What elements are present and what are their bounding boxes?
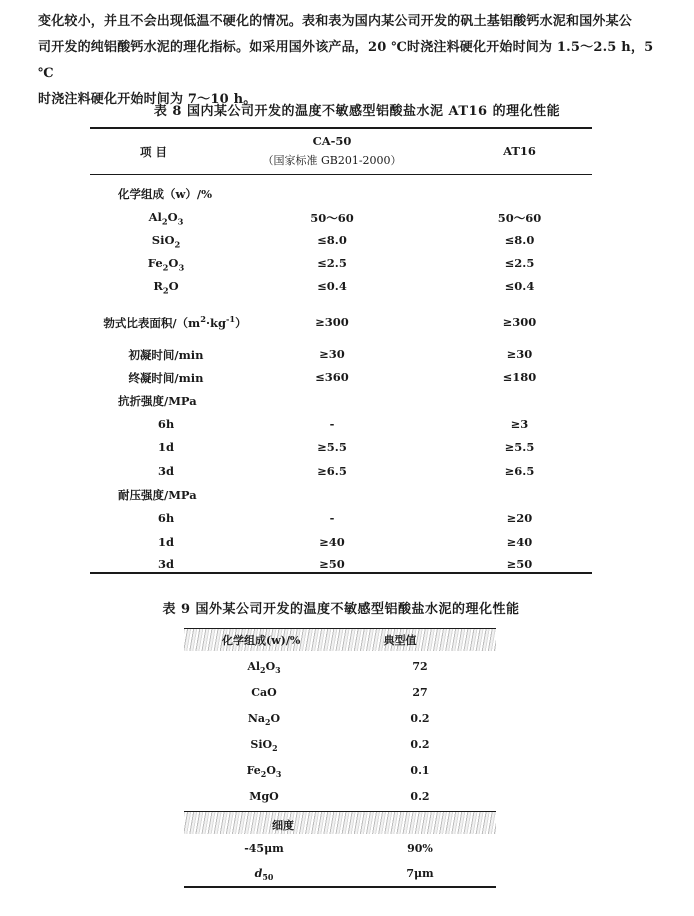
table9-header-band xyxy=(184,628,496,651)
intro-line: 司开发的纯铝酸钙水泥的理化指标。如采用国外该产品，20 ℃时浇注料硬化开始时间为 1.5～2.5 h，5 ℃ xyxy=(38,40,654,81)
table8-row-at16-value: ≥5.5 xyxy=(504,440,535,454)
table8-row-label: 1d xyxy=(157,440,175,454)
table8-row xyxy=(90,511,592,527)
table9-row-value: 72 xyxy=(412,660,428,673)
table8-row-label: $R_2O$ xyxy=(153,279,179,296)
table8-row-at16-value: ≥20 xyxy=(506,511,533,525)
table8-row-label: 6h xyxy=(157,417,175,431)
table8-row-ca50-value: ≤8.0 xyxy=(317,233,347,247)
table8-top-rule xyxy=(90,127,592,129)
table8-row xyxy=(90,256,592,272)
table8-row-label: 1d xyxy=(157,535,175,549)
table8-header-standard: （国家标准 GB201-2000） xyxy=(262,154,402,167)
intro-line: 变化较小，并且不会出现低温不硬化的情况。表和表为国内某公司开发的矾土基铝酸钙水泥和国外某公 xyxy=(38,14,633,29)
table8-header-rule xyxy=(90,174,592,175)
table9-row xyxy=(184,764,496,780)
table9-header-composition: 化学组成(w)/% xyxy=(222,634,301,647)
table8-row-label: 6h xyxy=(157,511,175,525)
table8-row-ca50-value: ≥50 xyxy=(319,557,345,571)
table8-row-label: 勃式比表面积$/(m^2\cdot kg^{-1})$ xyxy=(103,314,247,330)
table9-row xyxy=(184,686,496,702)
table9-caption: 表 9 国外某公司开发的温度不敏感型铝酸盐水泥的理化性能 xyxy=(162,602,520,617)
table8-row-ca50-value: ≥30 xyxy=(319,347,345,361)
table8-row-label: 抗折强度/MPa xyxy=(118,394,197,408)
table8-caption: 表 8 国内某公司开发的温度不敏感型铝酸盐水泥 AT16 的理化性能 xyxy=(153,104,561,119)
table8-row xyxy=(90,347,592,363)
table9-fineness-label: $d_{50}$ xyxy=(254,867,274,883)
intro-line: 时浇注料硬化开始时间为 7～10 h。 xyxy=(38,92,257,107)
table8-row-ca50-value: ≥300 xyxy=(315,315,349,329)
table8-row-at16-value: ≥40 xyxy=(506,535,533,549)
table8-row-label: $Al_2O_3$ xyxy=(148,210,184,227)
table9-row-label: CaO xyxy=(251,686,277,699)
table8-row xyxy=(90,233,592,249)
table8-row-label: $Fe_2O_3$ xyxy=(147,256,185,273)
table8-row-at16-value: ≤0.4 xyxy=(504,279,535,293)
table8-row-label: 化学组成（w）/% xyxy=(118,187,213,201)
table9-row-label: MgO xyxy=(249,790,279,803)
table9-fineness-label: -45μm xyxy=(244,842,284,855)
intro-paragraph xyxy=(38,9,670,113)
table9-row-label: $Al_2O_3$ xyxy=(247,660,281,676)
table8-row-ca50-value: - xyxy=(329,417,335,431)
table9-row xyxy=(184,790,496,806)
table8-row-at16-value: ≥50 xyxy=(506,557,533,571)
table8-row-ca50-value: - xyxy=(329,511,335,525)
table8-row xyxy=(90,279,592,295)
table8-header-at16: AT16 xyxy=(503,144,536,158)
table9-row xyxy=(184,660,496,676)
table9-row-label: $Fe_2O_3$ xyxy=(246,764,282,780)
table8-row-at16-value: ≥30 xyxy=(506,347,533,361)
table8-row xyxy=(90,393,592,409)
table8-row xyxy=(90,417,592,433)
table8-row-label: SiO$_2$ xyxy=(151,233,181,250)
table9-row-value: 0.1 xyxy=(410,764,430,777)
table8-row-label: 耐压强度/MPa xyxy=(118,488,197,502)
table8-row xyxy=(90,464,592,480)
table9-row-value: 27 xyxy=(412,686,428,699)
table9-row-value: 0.2 xyxy=(410,738,430,751)
table8-row xyxy=(90,186,592,202)
table9-fineness-row xyxy=(184,867,496,883)
table9-fineness-value: 90% xyxy=(407,842,433,855)
table8-row xyxy=(90,315,592,331)
table8-row-ca50-value: 50～60 xyxy=(310,211,354,225)
table9-row xyxy=(184,738,496,754)
table8-row-label: 初凝时间/min xyxy=(128,348,204,362)
table9-row-label: $Na_2O$ xyxy=(247,712,281,728)
table8-row-at16-value: ≥6.5 xyxy=(504,464,535,478)
table8-row-ca50-value: ≥6.5 xyxy=(317,464,347,478)
table8-row-label: 3d xyxy=(157,557,175,571)
table8-row-at16-value: 50～60 xyxy=(497,211,542,225)
table8-row-at16-value: ≥3 xyxy=(510,417,529,431)
table8-row-label: 终凝时间/min xyxy=(128,371,204,385)
table8-row-ca50-value: ≥5.5 xyxy=(317,440,347,454)
table8-row-ca50-value: ≥40 xyxy=(319,535,345,549)
table9-row-label: SiO$_2$ xyxy=(250,738,278,754)
table9-fineness-value: 7μm xyxy=(406,867,434,880)
table8-row-at16-value: ≤180 xyxy=(502,370,537,384)
table8-row xyxy=(90,557,592,573)
table8-header-ca50: CA-50 xyxy=(312,134,352,148)
table8-row xyxy=(90,487,592,503)
table8-row-ca50-value: ≤2.5 xyxy=(317,256,347,270)
table8-row-ca50-value: ≤360 xyxy=(315,370,349,384)
table9-bottom-rule xyxy=(184,886,496,888)
table9-fineness-label: 细度 xyxy=(272,819,294,832)
table9-row xyxy=(184,712,496,728)
table9-fineness-band xyxy=(184,811,496,834)
table8-row xyxy=(90,370,592,386)
table8-row xyxy=(90,210,592,226)
table9-header-typical: 典型值 xyxy=(383,634,417,647)
table9-row-value: 0.2 xyxy=(410,712,430,725)
table8-header-item: 项 目 xyxy=(139,145,167,159)
table9-fineness-row xyxy=(184,842,496,858)
table8-row xyxy=(90,535,592,551)
table8-row xyxy=(90,440,592,456)
table8-row-at16-value: ≥300 xyxy=(502,315,537,329)
table8-row-at16-value: ≤2.5 xyxy=(504,256,535,270)
table8-row-at16-value: ≤8.0 xyxy=(504,233,535,247)
table8-row-label: 3d xyxy=(157,464,175,478)
table9-row-value: 0.2 xyxy=(410,790,430,803)
table8-row-ca50-value: ≤0.4 xyxy=(317,279,347,293)
